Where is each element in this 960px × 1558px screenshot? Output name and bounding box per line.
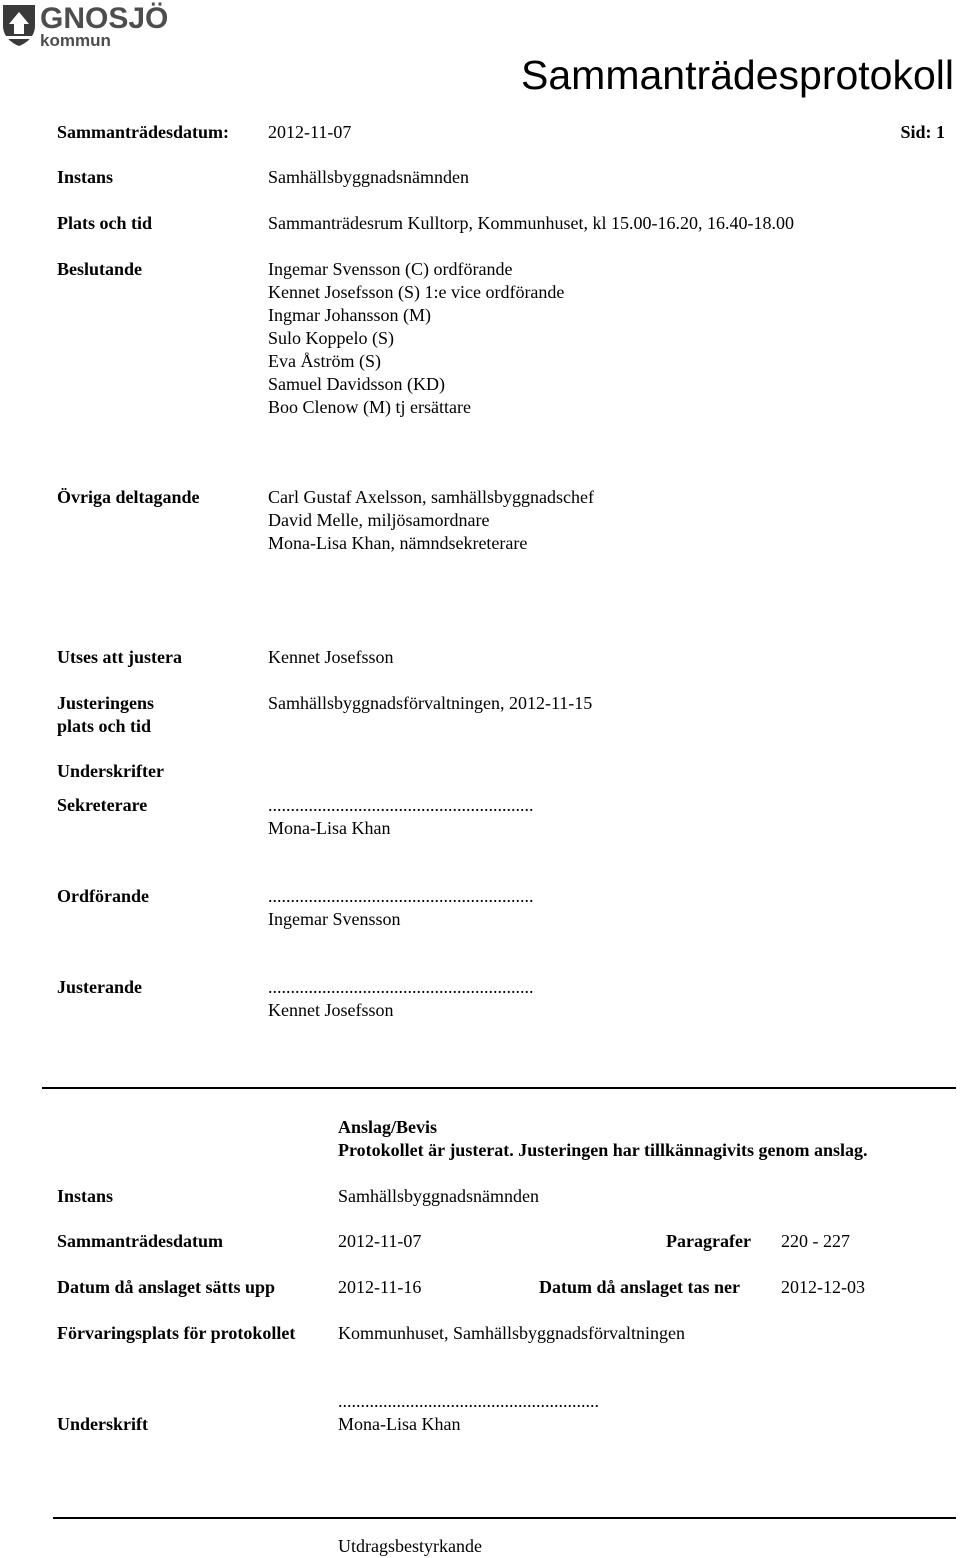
anslag-datum-value: 2012-11-07 (338, 1231, 422, 1251)
signature-line: ........................................................... (268, 886, 534, 906)
instans-label: Instans (57, 167, 114, 187)
anslag-ner-label: Datum då anslaget tas ner (539, 1277, 740, 1297)
list-item: David Melle, miljösamordnare (268, 510, 490, 530)
anslag-ner-value: 2012-12-03 (781, 1277, 865, 1297)
paragrafer-value: 220 - 227 (781, 1231, 850, 1251)
footer-divider (53, 1517, 956, 1519)
crest-icon (0, 2, 38, 48)
ovriga-label: Övriga deltagande (57, 487, 200, 507)
forvaring-label: Förvaringsplats för protokollet (57, 1323, 296, 1343)
paragrafer-label: Paragrafer (666, 1231, 751, 1251)
justering-place-label: Justeringens plats och tid (57, 693, 155, 736)
utses-value: Kennet Josefsson (268, 647, 394, 667)
justerande-label: Justerande (57, 977, 142, 997)
logo-name: GNOSJÖ (40, 2, 169, 35)
utses-label: Utses att justera (57, 647, 182, 667)
ordforande-signature (268, 885, 534, 931)
list-item: Mona-Lisa Khan, nämndsekreterare (268, 533, 528, 553)
date-value: 2012-11-07 (268, 122, 352, 142)
signature-line: ........................................................... (268, 795, 534, 815)
signatures-heading: Underskrifter (57, 761, 164, 781)
beslutande-label: Beslutande (57, 259, 143, 279)
municipality-logo (0, 0, 175, 50)
list-item: Samuel Davidsson (KD) (268, 374, 445, 394)
list-item: Ingmar Johansson (M) (268, 305, 431, 325)
ordforande-label: Ordförande (57, 886, 149, 906)
place-value: Sammanträdesrum Kulltorp, Kommunhuset, kl 15.00-16.20, 16.40-18.00 (268, 213, 794, 233)
list-item: Boo Clenow (M) tj ersättare (268, 397, 471, 417)
forvaring-value: Kommunhuset, Samhällsbyggnadsförvaltningen (338, 1323, 685, 1343)
list-item: Ingemar Svensson (C) ordförande (268, 259, 513, 279)
section-divider (42, 1087, 956, 1089)
anslag-signature (338, 1390, 599, 1436)
list-item: Sulo Koppelo (S) (268, 328, 394, 348)
list-item: Carl Gustaf Axelsson, samhällsbyggnadschef (268, 487, 594, 507)
anslag-instans-label: Instans (57, 1186, 114, 1206)
signature-name: Mona-Lisa Khan (268, 818, 391, 838)
anslag-statement: Protokollet är justerat. Justeringen har tillkännagivits genom anslag. (338, 1140, 868, 1160)
beslutande-list (268, 258, 564, 419)
signature-name: Kennet Josefsson (268, 1000, 394, 1020)
justerande-signature (268, 976, 534, 1022)
signature-name: Mona-Lisa Khan (338, 1414, 461, 1434)
underskrift-label: Underskrift (57, 1414, 148, 1434)
sekreterare-signature (268, 794, 534, 840)
list-item: Kennet Josefsson (S) 1:e vice ordförande (268, 282, 565, 302)
place-label: Plats och tid (57, 213, 153, 233)
footer-label: Utdragsbestyrkande (338, 1536, 482, 1556)
ovriga-list (268, 486, 594, 555)
anslag-datum-label: Sammanträdesdatum (57, 1231, 224, 1251)
date-label: Sammanträdesdatum: (57, 122, 230, 142)
list-item: Eva Åström (S) (268, 351, 381, 371)
signature-line: .......................................................... (338, 1391, 599, 1411)
justering-place-value: Samhällsbyggnadsförvaltningen, 2012-11-15 (268, 693, 593, 713)
sekreterare-label: Sekreterare (57, 795, 148, 815)
anslag-upp-value: 2012-11-16 (338, 1277, 422, 1297)
signature-name: Ingemar Svensson (268, 909, 401, 929)
anslag-heading: Anslag/Bevis Protokollet är justerat. Justeringen har tillkännagivits genom anslag. (338, 1117, 868, 1160)
page-title: Sammanträdesprotokoll (521, 52, 954, 98)
page-number: Sid: 1 (900, 122, 945, 142)
anslag-instans-value: Samhällsbyggnadsnämnden (338, 1186, 539, 1206)
signature-line: ........................................................... (268, 977, 534, 997)
logo-subtitle: kommun (40, 31, 111, 50)
anslag-upp-label: Datum då anslaget sätts upp (57, 1277, 276, 1297)
instans-value: Samhällsbyggnadsnämnden (268, 167, 469, 187)
